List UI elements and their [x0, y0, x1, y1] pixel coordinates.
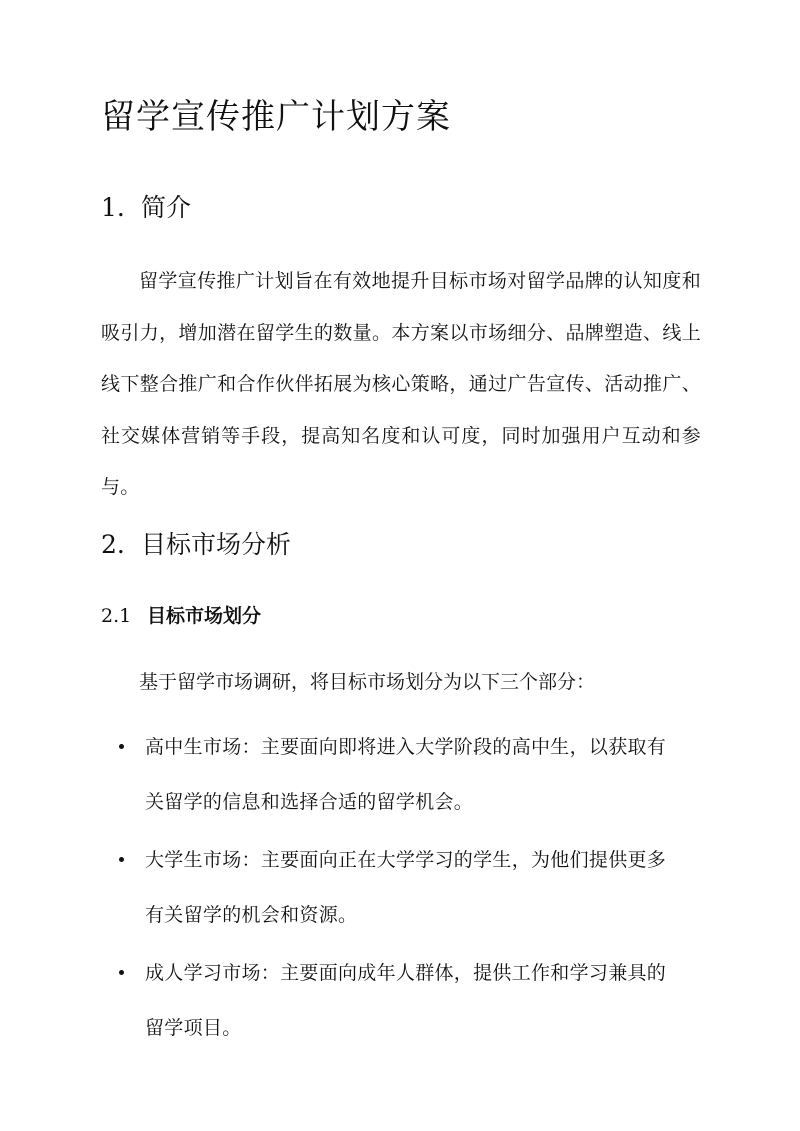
segmentation-lead-text: 基于留学市场调研，将目标市场划分为以下三个部分： — [139, 671, 596, 693]
section-number: 1. — [101, 193, 125, 222]
subsection-title: 目标市场划分 — [147, 605, 262, 627]
section-title: 目标市场分析 — [141, 530, 292, 559]
list-item-text: 大学生市场：主要面向正在大学学习的学生，为他们提供更多有关留学的机会和资源。 — [145, 849, 667, 926]
intro-paragraph: 留学宣传推广计划旨在有效地提升目标市场对留学品牌的认知度和吸引力，增加潜在留学生的数量。本方案以市场细分、品牌塑造、线上线下整合推广和合作伙伴拓展为核心策略，通过广告宣传、活动推广、社交媒体营销等手段，提高知名度和认可度，同时加强用户互动和参与。 — [101, 270, 701, 498]
bullet-icon — [119, 970, 124, 975]
section-heading-intro — [101, 188, 191, 228]
list-item — [101, 720, 685, 830]
bullet-icon — [119, 744, 124, 749]
section-title: 简介 — [141, 193, 192, 222]
market-segment-list — [101, 720, 701, 1059]
document-title: 留学宣传推广计划方案 — [101, 97, 451, 137]
list-item — [101, 833, 685, 943]
list-item — [101, 946, 685, 1056]
subsection-number: 2.1 — [101, 605, 132, 627]
bullet-icon — [119, 857, 124, 862]
subsection-heading-market-segmentation — [101, 600, 261, 632]
section-heading-market-analysis — [101, 525, 291, 565]
list-item-text: 高中生市场：主要面向即将进入大学阶段的高中生，以获取有关留学的信息和选择合适的留学机会。 — [145, 736, 667, 813]
list-item-text: 成人学习市场：主要面向成年人群体，提供工作和学习兼具的留学项目。 — [145, 962, 667, 1039]
section-number: 2. — [101, 530, 125, 559]
